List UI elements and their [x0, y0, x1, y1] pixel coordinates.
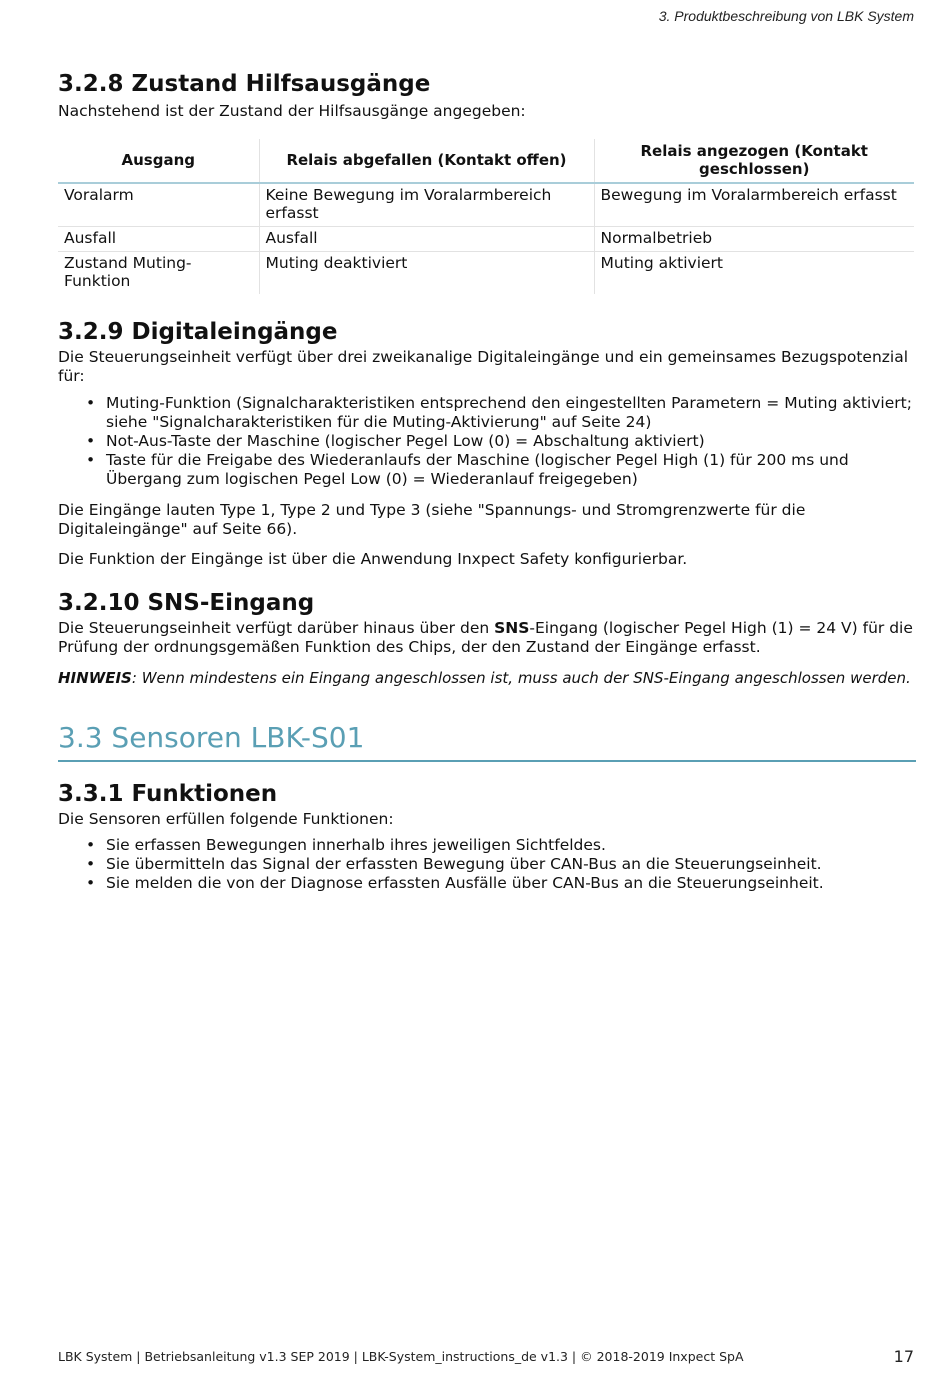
table-cell: Zustand Muting-Funktion — [64, 254, 192, 290]
table-cell: Voralarm — [58, 183, 259, 227]
table-cell: Muting deaktiviert — [259, 252, 594, 295]
paragraph: Die Eingänge lauten Type 1, Type 2 und Type 3 (siehe "Spannungs- und Stromgrenzwerte für die Digitaleingänge" auf Seite 66). — [58, 501, 806, 538]
note — [58, 669, 916, 688]
note-label: HINWEIS — [58, 669, 132, 687]
footer-text: LBK System | Betriebsanleitung v1.3 SEP 2019 | LBK-System_instructions_de v1.3 | © 2018-2019 Inxpect SpA — [58, 1349, 744, 1364]
section-intro: Die Sensoren erfüllen folgende Funktionen: — [58, 810, 394, 828]
table-row — [58, 183, 914, 227]
section-intro: Nachstehend ist der Zustand der Hilfsausgänge angegeben: — [58, 102, 526, 120]
list-item: • Sie erfassen Bewegungen innerhalb ihres jeweiligen Sichtfeldes. — [106, 836, 916, 855]
section-heading-3-2-10: 3.2.10 SNS-Eingang — [58, 590, 315, 616]
table-row — [58, 227, 914, 252]
chapter-heading-3-3: 3.3 Sensoren LBK-S01 — [58, 718, 916, 762]
table-header-cell: Relais abgefallen (Kontakt offen) — [259, 139, 594, 183]
table-header-row — [58, 139, 914, 183]
paragraph — [58, 619, 916, 657]
page-footer — [58, 1349, 914, 1364]
text-run: -Eingang (logischer Pegel High (1) = 24 V) für die Prüfung der ordnungsgemäßen Funktion des Chips, der den Zustand der Eingänge erfasst. — [58, 619, 913, 656]
note-text: : Wenn mindestens ein Eingang angeschlossen ist, muss auch der SNS-Eingang angeschlossen werden. — [131, 669, 911, 687]
table-header-cell: Relais angezogen (Kontakt geschlossen) — [594, 139, 914, 183]
list-item: • Not-Aus-Taste der Maschine (logischer Pegel Low (0) = Abschaltung aktiviert) — [106, 432, 916, 451]
digital-inputs-list — [58, 394, 916, 489]
table-row — [58, 252, 914, 295]
aux-outputs-table — [58, 139, 914, 294]
sensor-functions-list — [58, 836, 916, 893]
list-item: • Taste für die Freigabe des Wiederanlaufs der Maschine (logischer Pegel High (1) für 200 ms und Übergang zum logischen Pegel Low (0) = Wiederanlauf freigegeben) — [106, 451, 916, 489]
table-header-cell: Ausgang — [58, 139, 259, 183]
paragraph: Die Funktion der Eingänge ist über die Anwendung Inxpect Safety konfigurierbar. — [58, 550, 688, 568]
bold-term: SNS — [494, 619, 530, 637]
table-cell: Ausfall — [259, 227, 594, 252]
section-heading-3-3-1: 3.3.1 Funktionen — [58, 781, 278, 807]
table-cell: Bewegung im Voralarmbereich erfasst — [594, 183, 914, 227]
page-content — [58, 68, 916, 893]
list-item: • Muting-Funktion (Signalcharakteristiken entsprechend den eingestellten Parametern = Muting aktiviert; siehe "Signalcharakteristiken für die Muting-Aktivierung" auf Seite 24) — [106, 394, 916, 432]
section-heading-3-2-8: 3.2.8 Zustand Hilfsausgänge — [58, 71, 431, 97]
page-number: 17 — [893, 1347, 914, 1366]
table-cell: Ausfall — [58, 227, 259, 252]
table-cell: Normalbetrieb — [594, 227, 914, 252]
running-header: 3. Produktbeschreibung von LBK System — [658, 8, 914, 24]
table-cell: Keine Bewegung im Voralarmbereich erfasst — [259, 183, 594, 227]
table-cell: Muting aktiviert — [594, 252, 914, 295]
section-intro: Die Steuerungseinheit verfügt über drei zweikanalige Digitaleingänge und ein gemeinsames Bezugspotenzial für: — [58, 348, 909, 385]
list-item: • Sie melden die von der Diagnose erfassten Ausfälle über CAN-Bus an die Steuerungseinheit. — [106, 874, 916, 893]
text-run: Die Steuerungseinheit verfügt darüber hinaus über den — [58, 619, 495, 637]
list-item: • Sie übermitteln das Signal der erfassten Bewegung über CAN-Bus an die Steuerungseinheit. — [106, 855, 916, 874]
section-heading-3-2-9: 3.2.9 Digitaleingänge — [58, 319, 338, 345]
